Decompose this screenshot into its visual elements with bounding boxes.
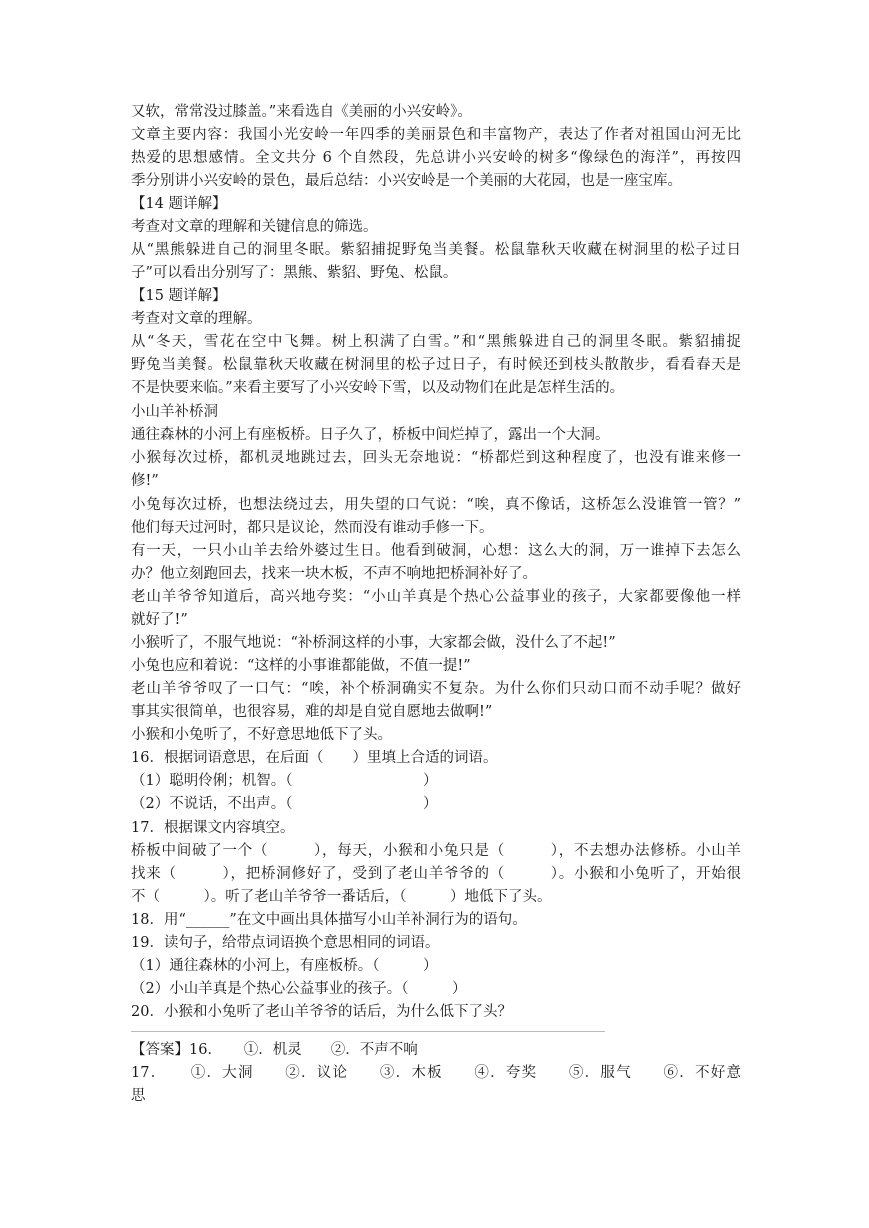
text-line: 小兔也应和着说：“这样的小事谁都能做，不值一提!” <box>131 658 471 674</box>
text-line: 子”可以看出分别写了：黑熊、紫貂、野兔、松鼠。 <box>131 265 458 281</box>
text-line: 小猴和小兔听了，不好意思地低下了头。 <box>131 727 392 743</box>
answer-line: 【答案】16． ①．机灵 ②．不声不响 <box>131 1042 418 1058</box>
text-line: 通往森林的小河上有座板桥。日子久了，桥板中间烂掉了，露出一个大洞。 <box>131 427 610 443</box>
text-line: 19．读句子，给带点词语换个意思相同的词语。 <box>131 935 440 951</box>
text-line: 季分别讲小兴安岭的景色，最后总结：小兴安岭是一个美丽的大花园，也是一座宝库。 <box>131 173 682 189</box>
text-line: 小兔每次过桥，也想法绕过去，用失望的口气说：“唉，真不像话，这桥怎么没谁管一管？” <box>131 497 741 513</box>
answer-line: 思 <box>131 1088 146 1104</box>
text-line: 17．根据课文内容填空。 <box>131 820 295 836</box>
text-line: 小山羊补桥洞 <box>131 404 218 420</box>
text-line: 桥板中间破了一个（ ），每天，小猴和小兔只是（ ），不去想办法修桥。小山羊 <box>131 843 741 859</box>
text-line: 【14 题详解】 <box>131 196 227 212</box>
text-line: 从“冬天，雪花在空中飞舞。树上积满了白雪。”和“黑熊躲进自己的洞里冬眠。紫貂捕捉 <box>131 334 741 350</box>
answer-line: 17． ①．大洞 ②．议论 ③．木板 ④．夸奖 ⑤．服气 ⑥．不好意 <box>131 1065 741 1081</box>
text-line: （2）小山羊真是个热心公益事业的孩子。（ ） <box>131 981 467 997</box>
text-line: 又软，常常没过膝盖。”来看选自《美丽的小兴安岭》。 <box>131 104 472 120</box>
text-line: 不（ ）。听了老山羊爷爷一番话后，（ ）地低下了头。 <box>131 889 552 905</box>
text-line: 16．根据词语意思，在后面（ ）里填上合适的词语。 <box>131 750 498 766</box>
text-line: （1）通往森林的小河上，有座板桥。（ ） <box>131 958 438 974</box>
text-line: 从“黑熊躲进自己的洞里冬眠。紫貂捕捉野兔当美餐。松鼠靠秋天收藏在树洞里的松子过日 <box>131 242 741 258</box>
text-line: 有一天，一只小山羊去给外婆过生日。他看到破洞，心想：这么大的洞，万一谁掉下去怎么 <box>131 543 741 559</box>
text-line: 小猴每次过桥，都机灵地跳过去，回头无奈地说：“桥都烂到这种程度了，也没有谁来修一 <box>131 450 741 466</box>
text-line: 就好了!” <box>131 612 188 628</box>
text-line: 老山羊爷爷知道后，高兴地夸奖：“小山羊真是个热心公益事业的孩子，大家都要像他一样 <box>131 589 741 605</box>
text-line: 18．用“______”在文中画出具体描写小山羊补洞行为的语句。 <box>131 912 527 928</box>
text-line: 办？他立刻跑回去，找来一块木板，不声不响地把桥洞补好了。 <box>131 566 537 582</box>
text-line: 修!” <box>131 473 159 489</box>
text-line: （1）聪明伶俐；机智。（ ） <box>131 773 438 789</box>
text-line: 老山羊爷爷叹了一口气：“唉，补个桥洞确实不复杂。为什么你们只动口而不动手呢？做好 <box>131 681 741 697</box>
text-line: 不是快要来临。”来看主要写了小兴安岭下雪，以及动物们在此是怎样生活的。 <box>131 380 625 396</box>
text-line: 热爱的思想感情。全文共分 6 个自然段，先总讲小兴安岭的树多“像绿色的海洋”，再按四 <box>131 150 741 166</box>
text-line: 他们每天过河时，都只是议论，然而没有谁动手修一下。 <box>131 520 494 536</box>
text-line: （2）不说话，不出声。（ ） <box>131 796 438 812</box>
text-line: 【15 题详解】 <box>131 288 227 304</box>
text-line: 找来（ ），把桥洞修好了，受到了老山羊爷爷的（ ）。小猴和小兔听了，开始很 <box>131 866 741 882</box>
text-line: 小猴听了，不服气地说：“补桥洞这样的小事，大家都会做，没什么了不起!” <box>131 635 616 651</box>
text-line: 考查对文章的理解和关键信息的筛选。 <box>131 219 378 235</box>
text-line: 野兔当美餐。松鼠靠秋天收藏在树洞里的松子过日子，有时候还到枝头散散步，看看春天是 <box>131 357 741 373</box>
answer-divider <box>131 1031 605 1032</box>
text-line: 考查对文章的理解。 <box>131 311 262 327</box>
text-line: 20．小猴和小兔听了老山羊爷爷的话后，为什么低下了头？ <box>131 1004 512 1020</box>
text-line: 文章主要内容：我国小光安岭一年四季的美丽景色和丰富物产，表达了作者对祖国山河无比 <box>131 127 741 143</box>
text-line: 事其实很简单，也很容易，难的却是自觉自愿地去做啊!” <box>131 704 493 720</box>
